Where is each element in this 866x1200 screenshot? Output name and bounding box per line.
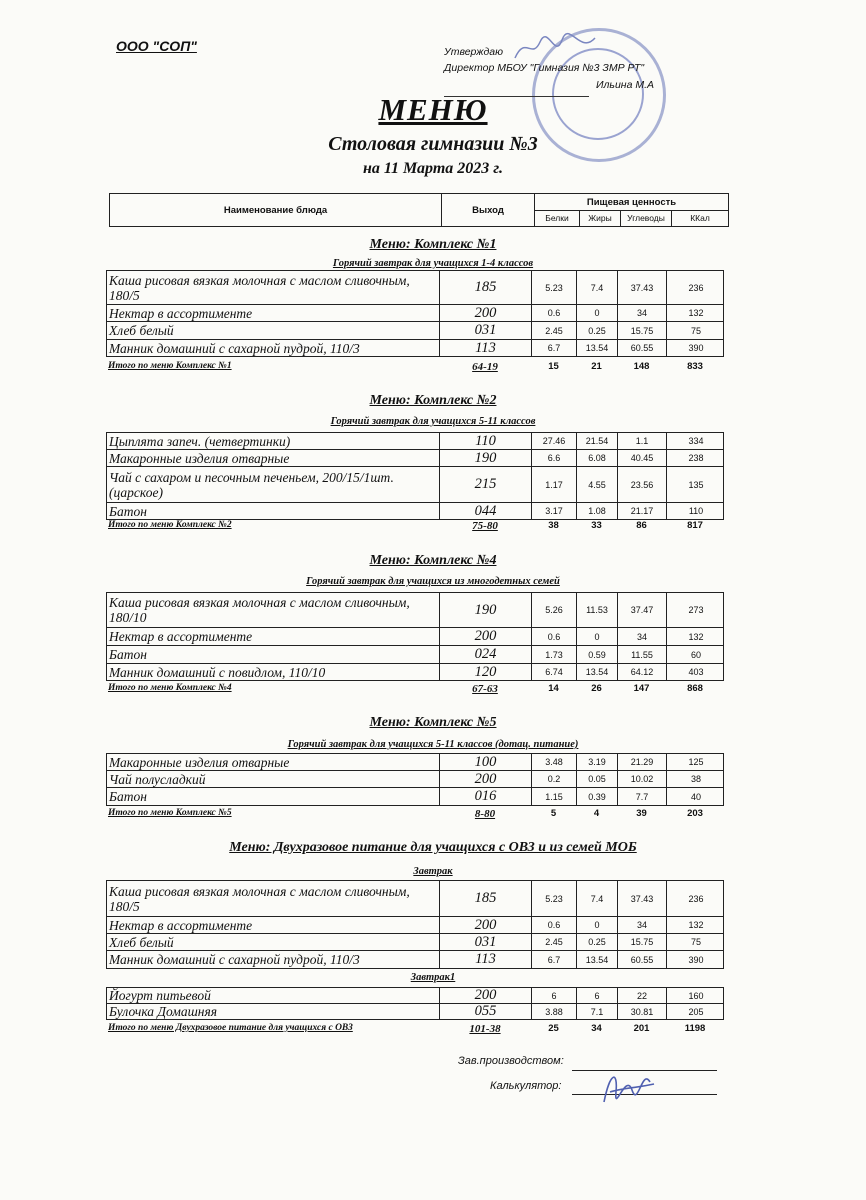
production-label: Зав.производством: [458, 1055, 564, 1067]
section-total-row [106, 1023, 724, 1037]
total-kcal: 868 [687, 683, 703, 694]
dish-carbs: 15.75 [618, 322, 667, 339]
table-row [106, 432, 724, 450]
dish-fat: 0.25 [577, 934, 618, 950]
section-subtitle: Завтрак [413, 866, 453, 877]
approval-line-2: Директор МБОУ "Гимназия №3 ЗМР РТ" [444, 62, 645, 74]
dish-carbs: 30.81 [618, 1004, 667, 1019]
dish-output: 031 [440, 322, 532, 339]
table-row [106, 788, 724, 806]
total-output: 75-80 [472, 520, 498, 532]
dish-output: 024 [440, 646, 532, 663]
dish-kcal: 60 [690, 649, 701, 660]
total-output: 8-80 [474, 808, 496, 820]
dish-fat: 0 [577, 305, 618, 321]
dish-protein: 6.7 [532, 951, 577, 968]
dish-name: Каша рисовая вязкая молочная с маслом сливочным, 180/5 [107, 881, 440, 916]
dish-output: 113 [440, 340, 532, 356]
total-protein: 14 [548, 683, 559, 694]
dish-carbs: 34 [618, 305, 667, 321]
dish-protein: 6 [532, 988, 577, 1003]
dish-name: Булочка Домашняя [107, 1004, 440, 1019]
dish-protein: 5.26 [532, 593, 577, 627]
dish-fat: 0.59 [577, 646, 618, 663]
dish-kcal: 135 [688, 479, 704, 490]
calculator-signature [596, 1062, 660, 1112]
dish-fat: 0.05 [577, 771, 618, 787]
dish-fat: 21.54 [577, 433, 618, 449]
dish-protein: 6.7 [532, 340, 577, 356]
table-row [106, 450, 724, 467]
dish-protein: 0.6 [532, 917, 577, 933]
total-carbs: 148 [633, 361, 650, 372]
dish-protein: 3.48 [532, 754, 577, 770]
dish-fat: 0 [577, 628, 618, 645]
table-header [109, 193, 729, 227]
table-row [106, 467, 724, 503]
dish-carbs: 37.43 [618, 881, 667, 916]
dish-protein: 6.74 [532, 664, 577, 680]
table-row [106, 305, 724, 322]
dish-name: Нектар в ассортименте [107, 917, 440, 933]
dish-kcal: 110 [688, 506, 704, 516]
dish-kcal: 236 [688, 282, 704, 293]
dish-kcal: 273 [688, 605, 704, 615]
table-row [106, 592, 724, 628]
dish-protein: 1.73 [532, 646, 577, 663]
total-fat: 26 [591, 683, 602, 694]
dish-protein: 2.45 [532, 322, 577, 339]
total-protein: 5 [550, 808, 557, 819]
dish-carbs: 21.29 [618, 754, 667, 770]
section-subtitle: Горячий завтрак для учащихся из многодетных семей [306, 576, 560, 587]
section-total-row [106, 683, 724, 697]
dish-output: 185 [440, 271, 532, 304]
total-output: 101-38 [469, 1023, 501, 1035]
dish-kcal: 132 [688, 920, 704, 930]
dish-carbs: 60.55 [618, 340, 667, 356]
dish-protein: 3.88 [532, 1004, 577, 1019]
total-kcal: 817 [687, 520, 703, 531]
page-subtitle: Столовая гимназии №3 [328, 133, 538, 155]
organization-name: ООО "СОП" [116, 38, 197, 54]
section-subtitle: Горячий завтрак для учащихся 1-4 классов [332, 258, 534, 269]
dish-kcal: 205 [688, 1006, 704, 1017]
total-protein: 38 [548, 520, 559, 531]
section-subtitle: Горячий завтрак для учащихся 5-11 классов (дотац. питание) [287, 739, 579, 750]
total-label: Итого по меню Двухразовое питание для учащихся с ОВЗ [108, 1023, 353, 1033]
dish-fat: 6 [577, 988, 618, 1003]
section-title: Меню: Двухразовое питание для учащихся с ОВЗ и из семей МОБ [229, 840, 637, 855]
table-row [106, 270, 724, 305]
dish-name: Чай с сахаром и песочным печеньем, 200/15/1шт. (царское) [107, 467, 440, 502]
dish-protein: 3.17 [532, 503, 577, 519]
page-title: МЕНЮ [378, 92, 488, 127]
header-carbs: Углеводы [621, 211, 672, 226]
dish-fat: 11.53 [577, 593, 618, 627]
calculator-label: Калькулятор: [490, 1080, 562, 1092]
dish-name: Каша рисовая вязкая молочная с маслом сливочным, 180/10 [107, 593, 440, 627]
dish-kcal: 160 [688, 990, 704, 1001]
dish-kcal: 38 [690, 774, 701, 784]
dish-name: Нектар в ассортименте [107, 628, 440, 645]
total-kcal: 1198 [684, 1023, 706, 1034]
dish-kcal: 403 [688, 667, 704, 677]
dish-fat: 0.39 [577, 788, 618, 805]
total-fat: 4 [593, 808, 600, 819]
dish-carbs: 60.55 [618, 951, 667, 968]
table-row [106, 503, 724, 520]
dish-name: Цыплята запеч. (четвертинки) [107, 433, 440, 449]
dish-carbs: 34 [618, 628, 667, 645]
dish-name: Манник домашний с сахарной пудрой, 110/3 [107, 340, 440, 356]
dish-output: 055 [440, 1004, 532, 1019]
section-total-row [106, 361, 724, 375]
dish-output: 200 [440, 305, 532, 321]
dish-carbs: 1.1 [618, 433, 667, 449]
dish-output: 200 [440, 917, 532, 933]
dish-fat: 0 [577, 917, 618, 933]
dish-name: Йогурт питьевой [107, 988, 440, 1003]
dish-carbs: 34 [618, 917, 667, 933]
dish-fat: 7.4 [577, 881, 618, 916]
dish-kcal: 132 [688, 308, 704, 318]
dish-protein: 0.2 [532, 771, 577, 787]
total-label: Итого по меню Комплекс №5 [108, 808, 232, 818]
dish-carbs: 7.7 [618, 788, 667, 805]
dish-name: Хлеб белый [107, 322, 440, 339]
total-output: 67-63 [472, 683, 498, 695]
dish-fat: 6.08 [577, 450, 618, 466]
dish-output: 110 [440, 433, 532, 449]
total-label: Итого по меню Комплекс №2 [108, 520, 232, 530]
dish-kcal: 238 [688, 453, 704, 463]
section-title: Меню: Комплекс №4 [369, 553, 497, 568]
dish-name: Батон [107, 788, 440, 805]
dish-carbs: 15.75 [618, 934, 667, 950]
dish-output: 031 [440, 934, 532, 950]
table-row [106, 628, 724, 646]
dish-fat: 7.1 [577, 1004, 618, 1019]
dish-output: 044 [440, 503, 532, 519]
dish-kcal: 40 [690, 791, 701, 802]
approval-line-1: Утверждаю [444, 46, 504, 58]
table-row [106, 1004, 724, 1020]
table-row [106, 322, 724, 340]
total-carbs: 39 [636, 808, 647, 819]
table-row [106, 753, 724, 771]
total-protein: 25 [548, 1023, 559, 1034]
dish-carbs: 64.12 [618, 664, 667, 680]
section-title: Меню: Комплекс №5 [369, 715, 497, 730]
header-dish: Наименование блюда [110, 194, 442, 226]
total-kcal: 833 [687, 361, 703, 372]
dish-fat: 1.08 [577, 503, 618, 519]
dish-protein: 1.15 [532, 788, 577, 805]
dish-name: Макаронные изделия отварные [107, 450, 440, 466]
approval-line-3: Ильина М.А [596, 79, 654, 91]
dish-protein: 2.45 [532, 934, 577, 950]
dish-kcal: 390 [688, 343, 704, 353]
dish-carbs: 40.45 [618, 450, 667, 466]
dish-name: Батон [107, 646, 440, 663]
dish-protein: 6.6 [532, 450, 577, 466]
dish-carbs: 10.02 [618, 771, 667, 787]
dish-carbs: 21.17 [618, 503, 667, 519]
dish-protein: 0.6 [532, 628, 577, 645]
dish-protein: 5.23 [532, 881, 577, 916]
table-row [106, 917, 724, 934]
dish-carbs: 37.43 [618, 271, 667, 304]
dish-kcal: 390 [688, 954, 704, 965]
table-row [106, 340, 724, 357]
dish-name: Каша рисовая вязкая молочная с маслом сливочным, 180/5 [107, 271, 440, 304]
dish-carbs: 11.55 [618, 646, 667, 663]
total-carbs: 201 [633, 1023, 650, 1034]
total-protein: 15 [548, 361, 559, 372]
dish-kcal: 125 [688, 757, 704, 767]
dish-output: 200 [440, 771, 532, 787]
dish-fat: 4.55 [577, 467, 618, 502]
section-total-row [106, 520, 724, 534]
dish-name: Манник домашний с повидлом, 110/10 [107, 664, 440, 680]
table-row [106, 664, 724, 681]
dish-name: Хлеб белый [107, 934, 440, 950]
dish-output: 200 [440, 988, 532, 1003]
total-kcal: 203 [687, 808, 703, 819]
dish-output: 100 [440, 754, 532, 770]
table-row [106, 951, 724, 969]
dish-kcal: 236 [688, 893, 704, 904]
dish-kcal: 75 [690, 937, 701, 947]
dish-fat: 3.19 [577, 754, 618, 770]
dish-carbs: 23.56 [618, 467, 667, 502]
dish-output: 185 [440, 881, 532, 916]
section-subtitle-2: Завтрак1 [410, 972, 456, 983]
dish-name: Манник домашний с сахарной пудрой, 110/3 [107, 951, 440, 968]
section-title: Меню: Комплекс №2 [369, 393, 497, 408]
header-protein: Белки [535, 211, 580, 226]
section-total-row [106, 808, 724, 822]
total-carbs: 86 [636, 520, 647, 531]
dish-kcal: 75 [690, 325, 701, 336]
dish-name: Макаронные изделия отварные [107, 754, 440, 770]
table-row [106, 987, 724, 1004]
header-fat: Жиры [580, 211, 621, 226]
total-fat: 34 [591, 1023, 602, 1034]
header-nutrition: Пищевая ценность [535, 194, 728, 211]
dish-fat: 13.54 [577, 340, 618, 356]
dish-kcal: 132 [688, 631, 704, 642]
dish-fat: 0.25 [577, 322, 618, 339]
dish-name: Нектар в ассортименте [107, 305, 440, 321]
dish-output: 016 [440, 788, 532, 805]
dish-name: Батон [107, 503, 440, 519]
header-output: Выход [442, 194, 535, 226]
total-output: 64-19 [472, 361, 498, 373]
dish-fat: 13.54 [577, 951, 618, 968]
table-row [106, 646, 724, 664]
total-carbs: 147 [633, 683, 650, 694]
table-row [106, 771, 724, 788]
dish-protein: 5.23 [532, 271, 577, 304]
dish-output: 190 [440, 593, 532, 627]
section-title: Меню: Комплекс №1 [369, 237, 497, 252]
total-label: Итого по меню Комплекс №1 [108, 361, 232, 371]
dish-output: 120 [440, 664, 532, 680]
dish-name: Чай полусладкий [107, 771, 440, 787]
dish-carbs: 22 [618, 988, 667, 1003]
table-row [106, 880, 724, 917]
section-subtitle: Горячий завтрак для учащихся 5-11 классов [330, 416, 536, 427]
dish-fat: 7.4 [577, 271, 618, 304]
total-label: Итого по меню Комплекс №4 [108, 683, 232, 693]
dish-kcal: 334 [688, 436, 704, 446]
dish-protein: 27.46 [532, 433, 577, 449]
dish-carbs: 37.47 [618, 593, 667, 627]
header-kcal: ККал [690, 213, 710, 223]
dish-output: 200 [440, 628, 532, 645]
dish-fat: 13.54 [577, 664, 618, 680]
dish-protein: 1.17 [532, 467, 577, 502]
total-fat: 33 [591, 520, 602, 531]
dish-output: 215 [440, 467, 532, 502]
dish-output: 190 [440, 450, 532, 466]
dish-output: 113 [440, 951, 532, 968]
dish-protein: 0.6 [532, 305, 577, 321]
total-fat: 21 [591, 361, 602, 372]
table-row [106, 934, 724, 951]
page-date: на 11 Марта 2023 г. [363, 160, 503, 177]
